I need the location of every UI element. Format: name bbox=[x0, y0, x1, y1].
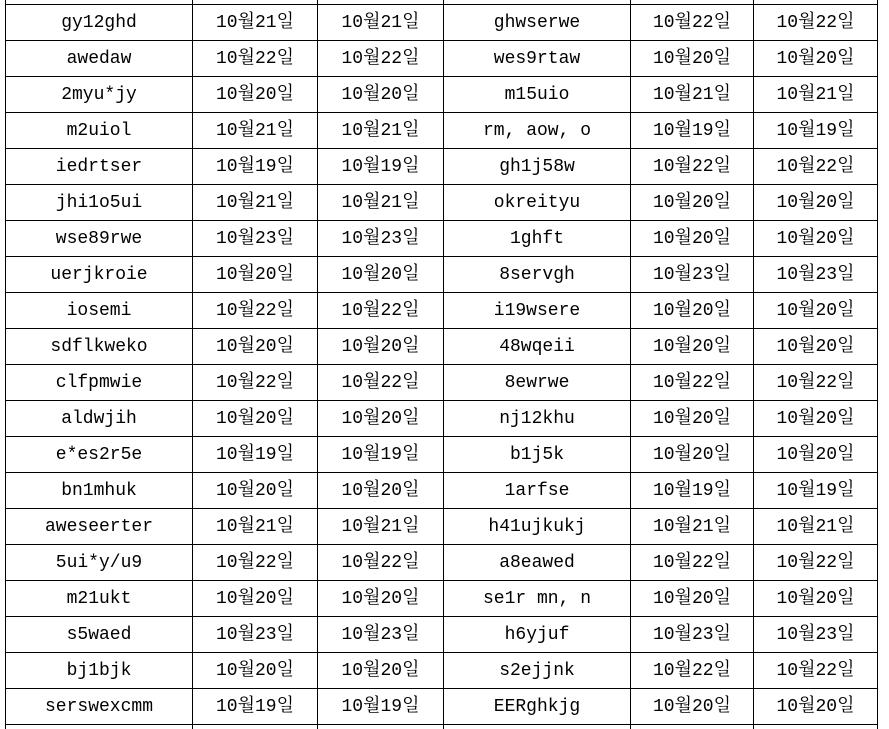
table-cell[interactable]: 10월20일 bbox=[193, 329, 318, 365]
table-cell[interactable]: 10월20일 bbox=[193, 77, 318, 113]
table-cell-partial bbox=[318, 725, 444, 729]
table-cell-partial bbox=[631, 725, 754, 729]
table-cell[interactable]: 10월20일 bbox=[631, 329, 754, 365]
table-cell[interactable]: 10월22일 bbox=[318, 545, 444, 581]
table-cell[interactable]: 10월20일 bbox=[754, 293, 878, 329]
table-cell[interactable]: 10월22일 bbox=[754, 653, 878, 689]
table-cell[interactable]: 10월20일 bbox=[631, 293, 754, 329]
table-cell[interactable]: uerjkroie bbox=[5, 257, 193, 293]
table-cell[interactable]: 10월19일 bbox=[631, 473, 754, 509]
table-cell[interactable]: 10월20일 bbox=[193, 581, 318, 617]
table-cell[interactable]: 10월21일 bbox=[631, 77, 754, 113]
table-cell[interactable]: 10월19일 bbox=[754, 473, 878, 509]
table-cell[interactable]: s2ejjnk bbox=[444, 653, 631, 689]
table-cell[interactable]: 10월22일 bbox=[318, 41, 444, 77]
table-cell[interactable]: 10월20일 bbox=[631, 401, 754, 437]
table-cell[interactable]: aweseerter bbox=[5, 509, 193, 545]
table-cell[interactable]: 10월20일 bbox=[754, 41, 878, 77]
table-cell[interactable]: bn1mhuk bbox=[5, 473, 193, 509]
table-cell[interactable]: 10월22일 bbox=[631, 365, 754, 401]
table-cell[interactable]: okreityu bbox=[444, 185, 631, 221]
table-cell[interactable]: wes9rtaw bbox=[444, 41, 631, 77]
table-cell[interactable]: 10월21일 bbox=[318, 5, 444, 41]
table-cell[interactable]: 10월20일 bbox=[754, 329, 878, 365]
table-cell[interactable]: i19wsere bbox=[444, 293, 631, 329]
table-cell[interactable]: iosemi bbox=[5, 293, 193, 329]
table-cell[interactable]: jhi1o5ui bbox=[5, 185, 193, 221]
table-cell[interactable]: 10월22일 bbox=[631, 149, 754, 185]
table-cell[interactable]: se1r mn, n bbox=[444, 581, 631, 617]
table-cell[interactable]: m2uiol bbox=[5, 113, 193, 149]
table-cell[interactable]: EERghkjg bbox=[444, 689, 631, 725]
table-cell-partial bbox=[444, 725, 631, 729]
table-cell[interactable]: 10월23일 bbox=[193, 617, 318, 653]
table-cell[interactable]: 10월21일 bbox=[193, 185, 318, 221]
table-cell[interactable]: a8eawed bbox=[444, 545, 631, 581]
table-cell[interactable]: 10월20일 bbox=[631, 689, 754, 725]
table-cell[interactable]: 8ewrwe bbox=[444, 365, 631, 401]
table-cell[interactable]: m15uio bbox=[444, 77, 631, 113]
table-cell[interactable]: 10월23일 bbox=[754, 617, 878, 653]
table-cell[interactable]: awedaw bbox=[5, 41, 193, 77]
table-cell[interactable]: 10월20일 bbox=[631, 185, 754, 221]
table-cell[interactable]: rm, aow, o bbox=[444, 113, 631, 149]
table-cell[interactable]: 10월23일 bbox=[318, 617, 444, 653]
table-cell[interactable]: clfpmwie bbox=[5, 365, 193, 401]
table-cell[interactable]: 10월20일 bbox=[193, 257, 318, 293]
table-cell[interactable]: 1ghft bbox=[444, 221, 631, 257]
table-cell[interactable]: 10월19일 bbox=[318, 437, 444, 473]
table-cell[interactable]: 10월21일 bbox=[318, 113, 444, 149]
table-cell[interactable]: s5waed bbox=[5, 617, 193, 653]
table-cell[interactable]: 10월20일 bbox=[754, 689, 878, 725]
table-cell[interactable]: 10월23일 bbox=[631, 617, 754, 653]
table-cell[interactable]: 10월22일 bbox=[754, 365, 878, 401]
table-cell[interactable]: 10월21일 bbox=[631, 509, 754, 545]
table-cell[interactable]: 10월22일 bbox=[754, 5, 878, 41]
table-cell[interactable]: 10월21일 bbox=[754, 509, 878, 545]
table-cell[interactable]: wse89rwe bbox=[5, 221, 193, 257]
table-cell-partial bbox=[5, 725, 193, 729]
table-cell[interactable]: 10월22일 bbox=[318, 365, 444, 401]
table-cell[interactable]: 10월21일 bbox=[318, 509, 444, 545]
table-cell[interactable]: 10월20일 bbox=[318, 401, 444, 437]
table-cell[interactable]: 10월20일 bbox=[754, 581, 878, 617]
table-cell[interactable]: 2myu*jy bbox=[5, 77, 193, 113]
table-cell[interactable]: 10월20일 bbox=[631, 437, 754, 473]
table-cell[interactable]: 10월22일 bbox=[631, 653, 754, 689]
table-cell[interactable]: bj1bjk bbox=[5, 653, 193, 689]
table-cell[interactable]: 10월20일 bbox=[318, 581, 444, 617]
table-cell[interactable]: 10월20일 bbox=[754, 221, 878, 257]
table-cell[interactable]: 1arfse bbox=[444, 473, 631, 509]
table-cell[interactable]: 8servgh bbox=[444, 257, 631, 293]
table-cell-partial bbox=[754, 725, 878, 729]
table-cell[interactable]: h6yjuf bbox=[444, 617, 631, 653]
table-cell[interactable]: 10월19일 bbox=[193, 689, 318, 725]
table-cell[interactable]: 10월20일 bbox=[193, 473, 318, 509]
table-cell[interactable]: 48wqeii bbox=[444, 329, 631, 365]
table-cell[interactable]: 5ui*y/u9 bbox=[5, 545, 193, 581]
table-cell[interactable]: h41ujkukj bbox=[444, 509, 631, 545]
table-cell[interactable]: 10월20일 bbox=[631, 581, 754, 617]
table-cell-partial bbox=[193, 725, 318, 729]
table-cell[interactable]: 10월19일 bbox=[318, 149, 444, 185]
table-cell[interactable]: aldwjih bbox=[5, 401, 193, 437]
table-cell[interactable]: 10월20일 bbox=[631, 221, 754, 257]
table-cell[interactable]: 10월22일 bbox=[754, 149, 878, 185]
table-cell[interactable]: 10월23일 bbox=[631, 257, 754, 293]
table-cell[interactable]: 10월19일 bbox=[318, 689, 444, 725]
table-cell[interactable]: 10월20일 bbox=[318, 77, 444, 113]
table-cell[interactable]: 10월22일 bbox=[193, 293, 318, 329]
table-cell[interactable]: 10월19일 bbox=[631, 113, 754, 149]
table-cell[interactable]: 10월19일 bbox=[193, 149, 318, 185]
table-cell[interactable]: 10월23일 bbox=[193, 221, 318, 257]
table-cell[interactable]: gh1j58w bbox=[444, 149, 631, 185]
table-cell[interactable]: 10월20일 bbox=[193, 401, 318, 437]
table-cell[interactable]: 10월22일 bbox=[631, 5, 754, 41]
table-cell[interactable]: 10월21일 bbox=[193, 5, 318, 41]
table-cell[interactable]: 10월20일 bbox=[754, 401, 878, 437]
table-cell[interactable]: 10월20일 bbox=[318, 329, 444, 365]
table-cell[interactable]: nj12khu bbox=[444, 401, 631, 437]
table-cell[interactable]: 10월22일 bbox=[193, 365, 318, 401]
table-cell[interactable]: 10월20일 bbox=[754, 437, 878, 473]
table-cell[interactable]: 10월20일 bbox=[754, 185, 878, 221]
table-cell[interactable]: 10월19일 bbox=[754, 113, 878, 149]
table-cell[interactable]: 10월20일 bbox=[318, 653, 444, 689]
table-cell[interactable]: 10월21일 bbox=[193, 509, 318, 545]
table-cell[interactable]: 10월23일 bbox=[754, 257, 878, 293]
table-cell[interactable]: sdflkweko bbox=[5, 329, 193, 365]
table-cell[interactable]: b1j5k bbox=[444, 437, 631, 473]
table-cell[interactable]: 10월20일 bbox=[193, 653, 318, 689]
table-cell[interactable]: e*es2r5e bbox=[5, 437, 193, 473]
table-cell[interactable]: 10월20일 bbox=[631, 41, 754, 77]
table-cell[interactable]: ghwserwe bbox=[444, 5, 631, 41]
table-cell[interactable]: 10월21일 bbox=[754, 77, 878, 113]
table-cell[interactable]: 10월21일 bbox=[318, 185, 444, 221]
table-cell[interactable]: 10월22일 bbox=[318, 293, 444, 329]
table-cell[interactable]: 10월20일 bbox=[318, 257, 444, 293]
table-cell[interactable]: 10월22일 bbox=[193, 545, 318, 581]
table-cell[interactable]: 10월22일 bbox=[193, 41, 318, 77]
table-cell[interactable]: serswexcmm bbox=[5, 689, 193, 725]
table-cell[interactable]: 10월22일 bbox=[754, 545, 878, 581]
data-table bbox=[5, 0, 878, 729]
table-cell[interactable]: 10월19일 bbox=[193, 437, 318, 473]
table-cell[interactable]: 10월23일 bbox=[318, 221, 444, 257]
table-cell[interactable]: iedrtser bbox=[5, 149, 193, 185]
table-cell[interactable]: 10월21일 bbox=[193, 113, 318, 149]
table-cell[interactable]: 10월22일 bbox=[631, 545, 754, 581]
table-cell[interactable]: gy12ghd bbox=[5, 5, 193, 41]
table-cell[interactable]: 10월20일 bbox=[318, 473, 444, 509]
table-cell[interactable]: m21ukt bbox=[5, 581, 193, 617]
